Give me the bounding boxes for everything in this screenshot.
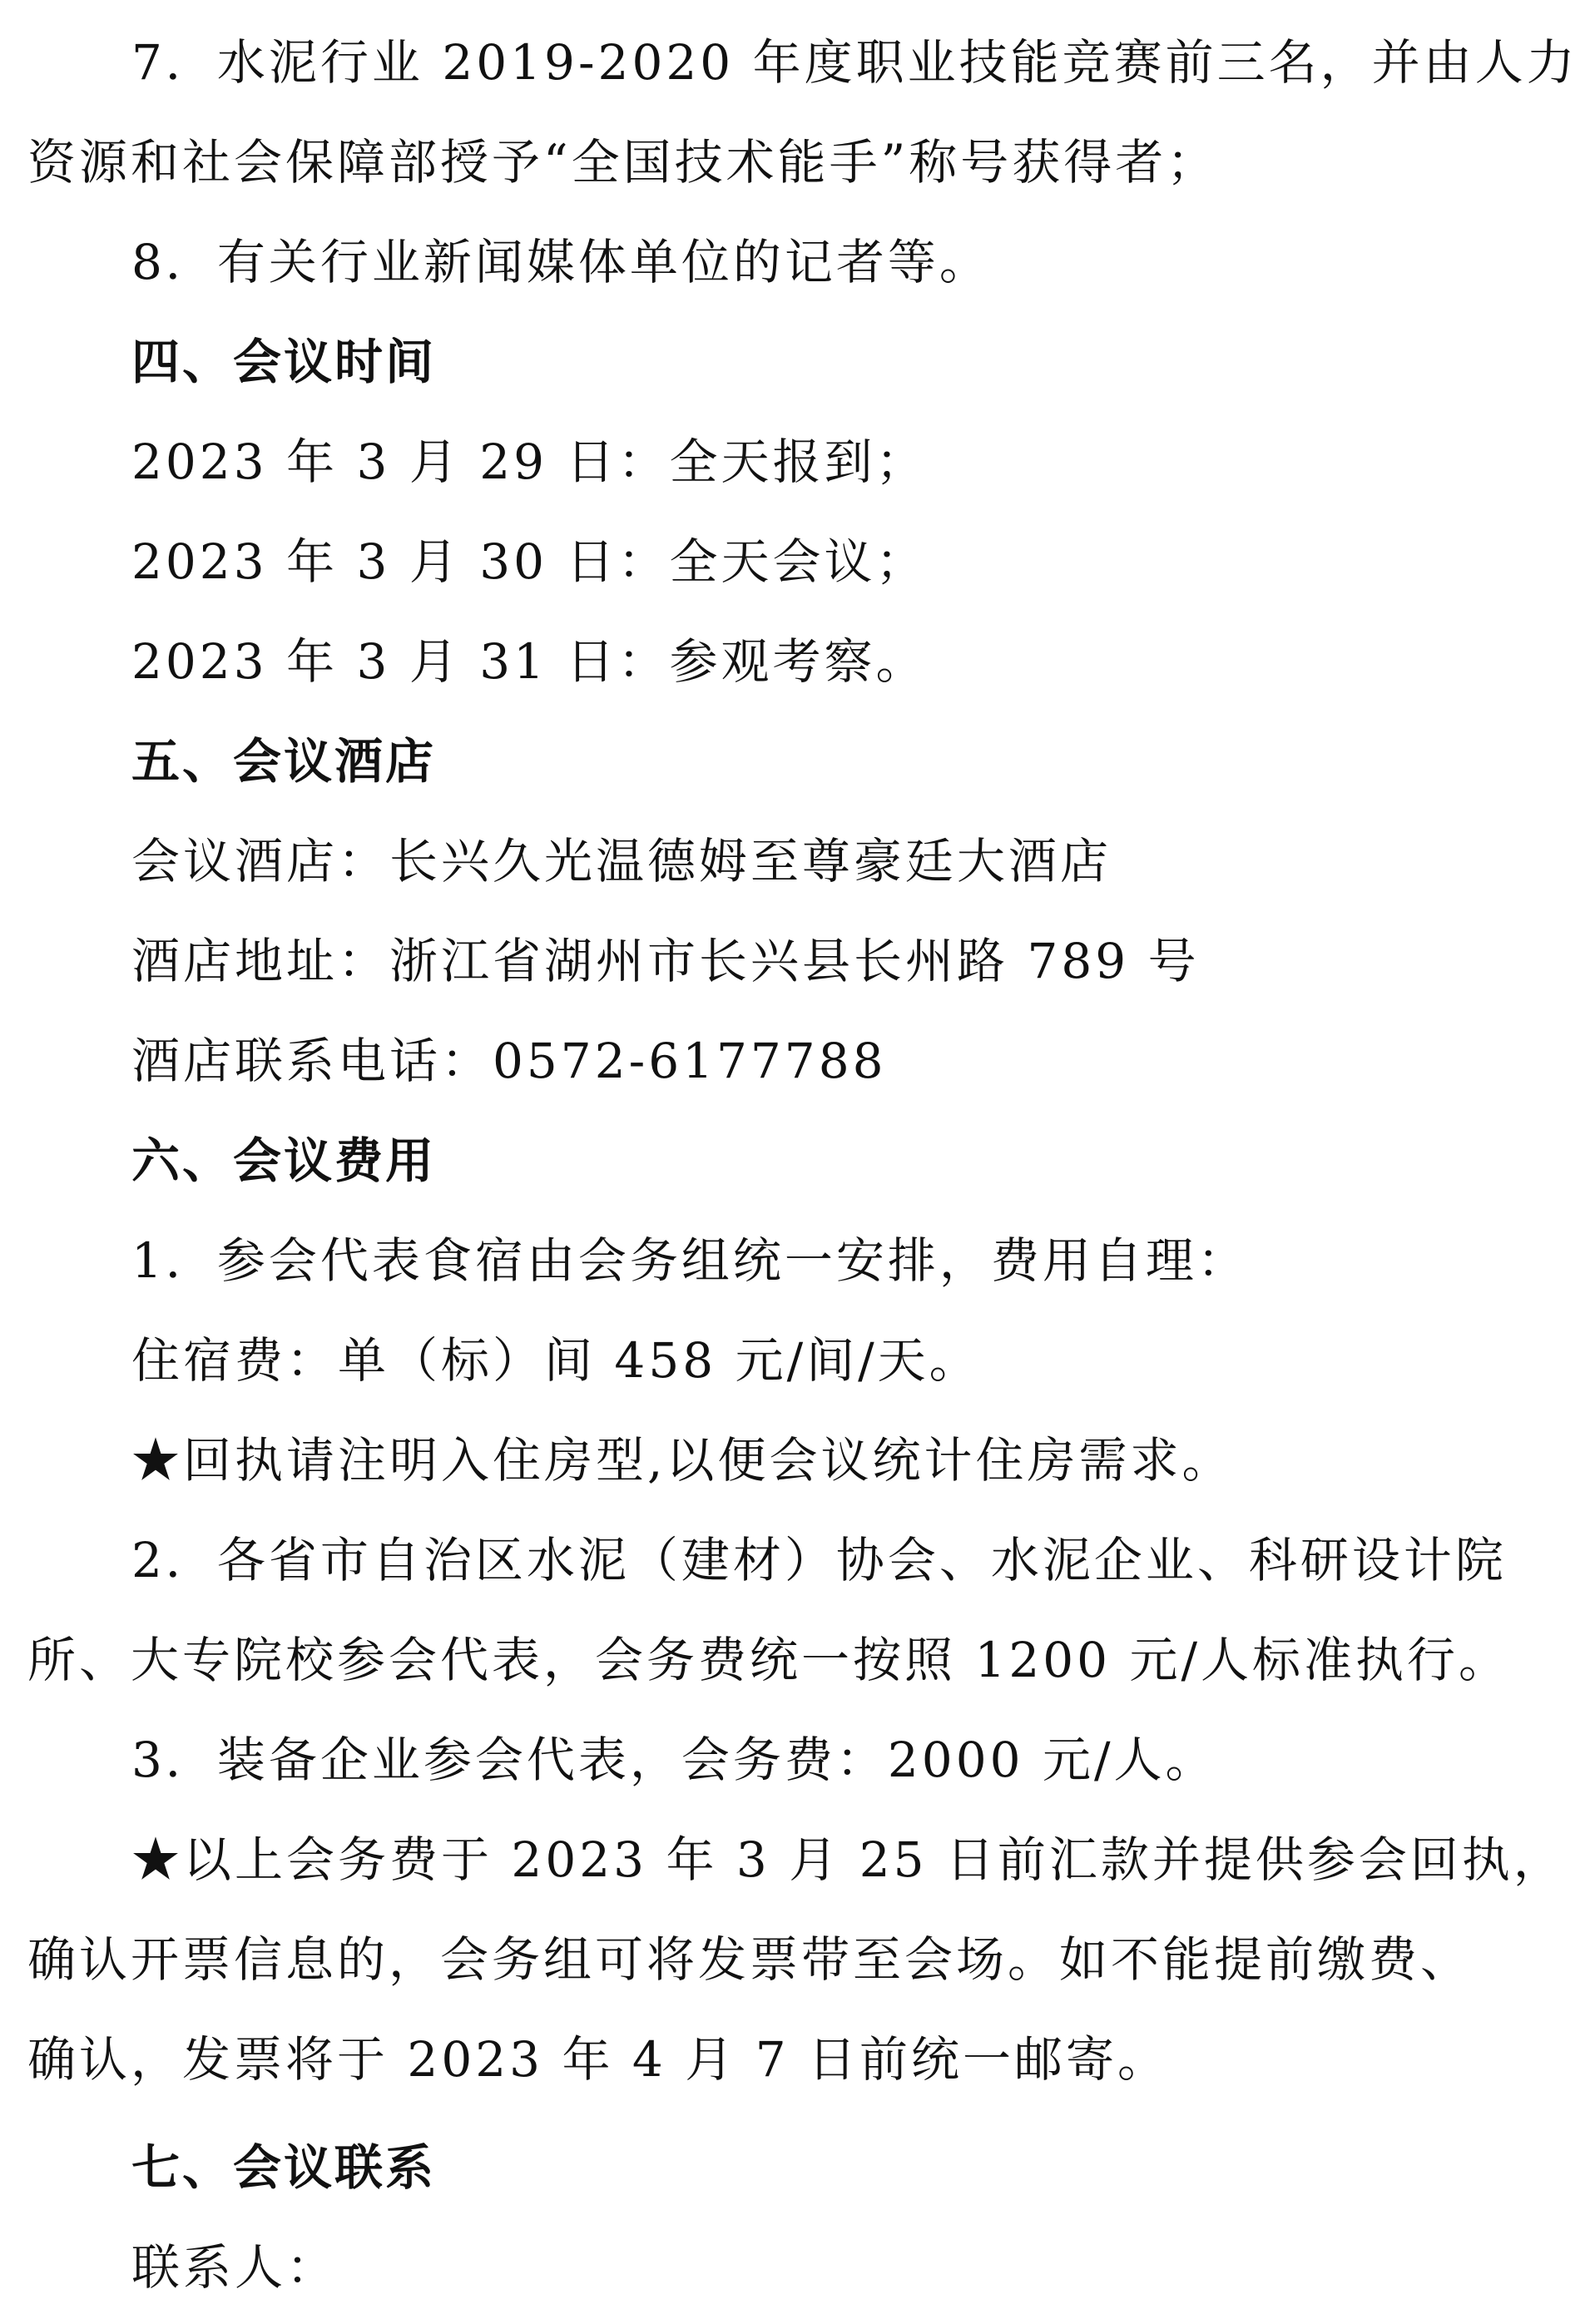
- paragraph-item-8: 8．有关行业新闻媒体单位的记者等。: [131, 234, 991, 290]
- fee-item-3: 3．装备企业参会代表，会务费：2000 元/人。: [131, 1732, 1217, 1788]
- paragraph-item-7-line-1: 7．水泥行业 2019-2020 年度职业技能竞赛前三名，并由人力: [131, 34, 1578, 91]
- schedule-item-day-1: 2023 年 3 月 29 日：全天报到；: [131, 434, 928, 490]
- hotel-phone: 酒店联系电话：0572-6177788: [131, 1033, 887, 1089]
- room-fee: 住宿费：单（标）间 458 元/间/天。: [131, 1332, 981, 1389]
- schedule-item-day-3: 2023 年 3 月 31 日：参观考察。: [131, 633, 928, 690]
- room-type-note: ★回执请注明入住房型,以便会议统计住房需求。: [131, 1432, 1234, 1489]
- section-heading-meeting-fees: 六、会议费用: [131, 1132, 437, 1189]
- schedule-item-day-2: 2023 年 3 月 30 日：全天会议；: [131, 533, 928, 590]
- hotel-name: 会议酒店：长兴久光温德姆至尊豪廷大酒店: [131, 833, 1112, 889]
- fee-item-2-line-1: 2．各省市自治区水泥（建材）协会、水泥企业、科研设计院: [131, 1532, 1507, 1588]
- section-heading-meeting-contact: 七、会议联系: [131, 2139, 437, 2196]
- hotel-address: 酒店地址：浙江省湖州市长兴县长州路 789 号: [131, 933, 1200, 989]
- payment-note-line-1: ★以上会务费于 2023 年 3 月 25 日前汇款并提供参会回执，: [131, 1831, 1565, 1888]
- payment-note-line-2: 确认开票信息的，会务组可将发票带至会场。如不能提前缴费、: [27, 1931, 1473, 1988]
- section-heading-meeting-hotel: 五、会议酒店: [131, 733, 437, 790]
- section-heading-meeting-time: 四、会议时间: [131, 334, 437, 390]
- fee-item-1: 1．参会代表食宿由会务组统一安排，费用自理：: [131, 1232, 1249, 1289]
- paragraph-item-7-line-2: 资源和社会保障部授予“全国技术能手”称号获得者；: [27, 134, 1219, 191]
- contact-person-label: 联系人：: [131, 2239, 339, 2296]
- fee-item-2-line-2: 所、大专院校参会代表，会务费统一按照 1200 元/人标准执行。: [27, 1632, 1511, 1688]
- payment-note-line-3: 确认，发票将于 2023 年 4 月 7 日前统一邮寄。: [27, 2031, 1170, 2088]
